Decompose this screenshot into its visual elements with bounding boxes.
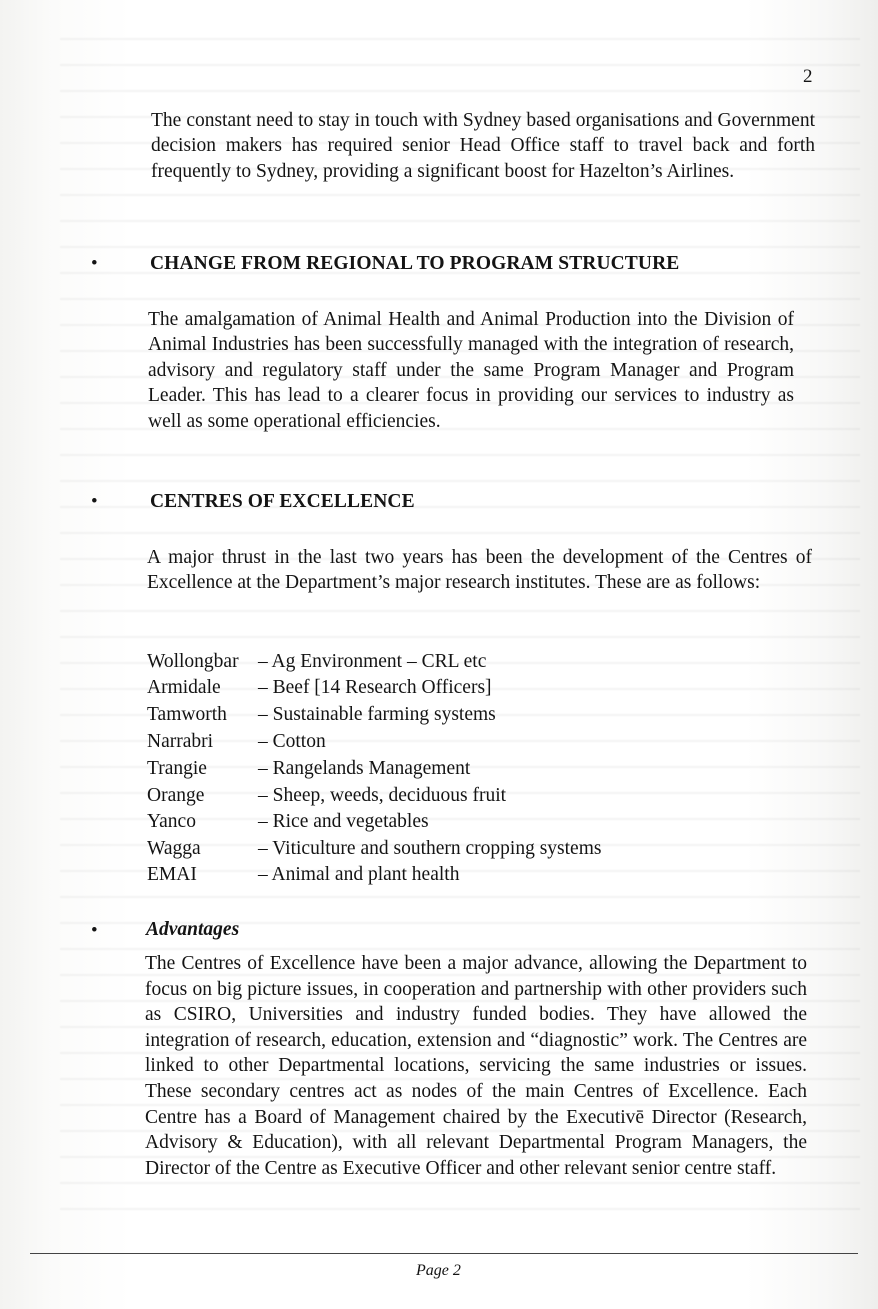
centre-name: Armidale: [147, 677, 221, 698]
section-heading-centres-of-excellence: CENTRES OF EXCELLENCE: [150, 491, 415, 512]
centre-description: – Sheep, weeds, deciduous fruit: [258, 785, 507, 806]
centre-description: – Rice and vegetables: [258, 811, 429, 832]
intro-paragraph: The constant need to stay in touch with Sydney based organisations and Government decision makers has required senior Head Office staff to travel back and forth frequently to Sydney, providing a significant boost for Hazelton’s Airlines.: [151, 110, 815, 182]
program-structure-paragraph: The amalgamation of Animal Health and Animal Production into the Division of Animal Industries has been successfully managed with the integration of research, advisory and regulatory staff under the same Program Manager and Program Leader. This has lead to a clearer focus in providing our services to industry as well as some operational efficiencies.: [148, 309, 794, 432]
bullet-marker: •: [91, 491, 98, 512]
centre-description: – Cotton: [258, 731, 326, 752]
centre-description: – Beef [14 Research Officers]: [258, 677, 492, 698]
centre-name: Narrabri: [147, 731, 214, 752]
centre-description: – Viticulture and southern cropping systems: [258, 838, 602, 859]
advantages-heading: Advantages: [146, 919, 240, 940]
centre-description: – Animal and plant health: [258, 864, 460, 885]
centre-name: Yanco: [147, 811, 196, 832]
footer-divider: [30, 1253, 858, 1254]
centre-description: – Rangelands Management: [258, 758, 471, 779]
page-number-top: 2: [803, 66, 813, 87]
section-heading-program-structure: CHANGE FROM REGIONAL TO PROGRAM STRUCTURE: [150, 253, 680, 274]
bullet-marker: •: [91, 920, 98, 941]
centres-intro-paragraph: A major thrust in the last two years has been the development of the Centres of Excellence at the Department’s major research institutes. These are as follows:: [147, 547, 812, 594]
centre-name: Wagga: [147, 838, 201, 859]
centre-name: Wollongbar: [147, 651, 239, 672]
centre-name: Orange: [147, 785, 205, 806]
footer-page-label: Page 2: [416, 1262, 461, 1279]
bullet-marker: •: [91, 253, 98, 274]
centre-name: Trangie: [147, 758, 207, 779]
centre-name: Tamworth: [147, 704, 227, 725]
centre-description: – Sustainable farming systems: [258, 704, 496, 725]
advantages-paragraph: The Centres of Excellence have been a major advance, allowing the Department to focus on big picture issues, in cooperation and partnership with other providers such as CSIRO, Universities and industry funded bodies. They have allowed the integration of research, education, extension and “diagnostic” work. The Centres are linked to other Departmental locations, servicing the same industries or issues. These secondary centres act as nodes of the main Centres of Excellence. Each Centre has a Board of Management chaired by the Executivē Director (Research, Advisory & Education), with all relevant Departmental Program Managers, the Director of the Centre as Executive Officer and other relevant senior centre staff.: [145, 953, 807, 1179]
centre-name: EMAI: [147, 864, 197, 885]
centre-description: – Ag Environment – CRL etc: [258, 651, 487, 672]
